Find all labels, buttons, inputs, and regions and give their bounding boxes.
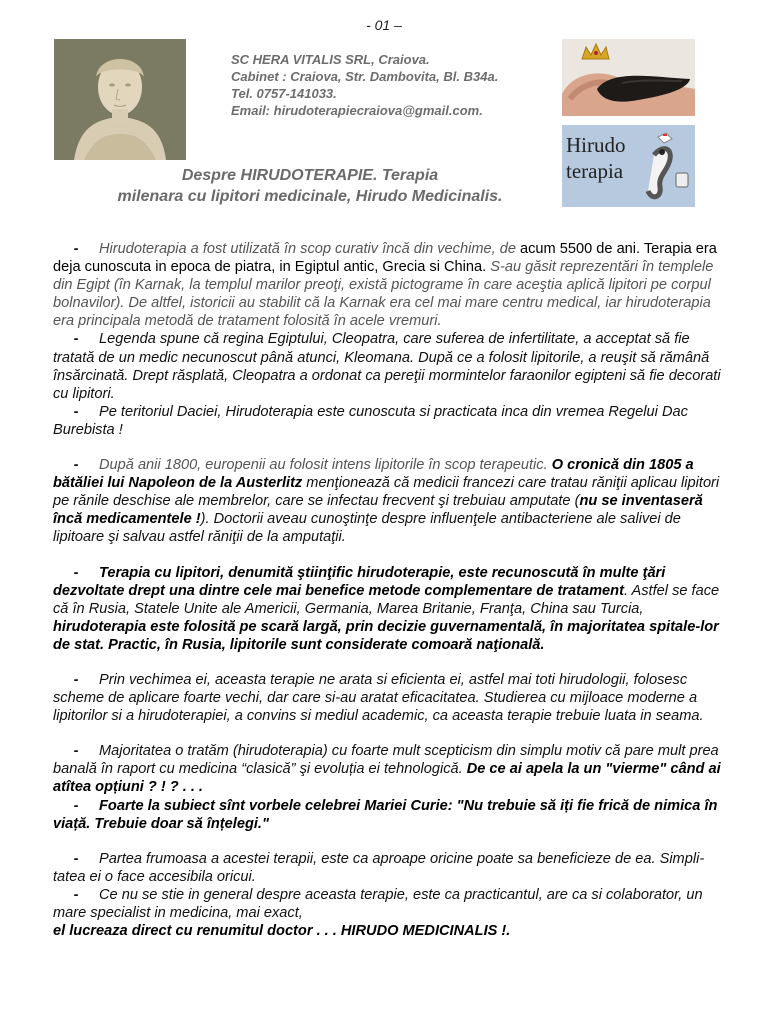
title-line-2: milenara cu lipitori medicinale, Hirudo Medicinalis. (117, 188, 503, 205)
p8-text: Foarte la subiect sînt vorbele celebrei Mariei Curie: "Nu trebuie să iți fie frică de nimica în viață. Trebuie doar să înțelegi." (53, 797, 718, 832)
bullet-dash: - (73, 457, 79, 474)
company-email: Email: hirudoterapiecraiova@gmail.com. (231, 103, 483, 118)
p4-text-a: După anii 1800, europenii au folosit intens lipitorile în scop terapeutic. (99, 457, 548, 474)
p7-text-a: Majoritatea o tratăm (hirudoterapia) cu foarte mult scepticism din simplu motiv că pare mult prea banală în raport cu medicina “clasică” şi evoluția ei tehnologică. (53, 743, 719, 778)
paragraph-9 (53, 850, 733, 886)
hera-statue-image (54, 39, 186, 160)
p4-text-d: amputate ( (509, 493, 580, 510)
p1-text-a: Hirudoterapia a fost utilizată în scop curativ încă din vechime, de (99, 241, 521, 257)
title-line-1: Despre HIRUDOTERAPIE. Terapia (181, 167, 439, 184)
p1-text-b: acum 5500 de ani. Terapia era deja cunoscuta in epoca de piatra, in Egiptul antic, Grecia si China. (53, 241, 717, 276)
document-body (53, 240, 733, 940)
company-info (231, 51, 498, 119)
paragraph-4 (53, 456, 733, 546)
bullet-dash: - (73, 797, 79, 814)
paragraph-1 (53, 240, 733, 330)
bullet-dash: - (73, 850, 79, 867)
hirudo-terapia-logo (562, 125, 695, 207)
p5-text-a: Terapia cu lipitori, denumită ştiinţific hirudoterapie, este recunoscută în multe ţări dezvoltate drept una dintre cele mai benefice metode complementare de tratament (53, 564, 666, 599)
p11-text: el lucreaza direct cu renumitul doctor . . . HIRUDO MEDICINALIS !. (53, 923, 511, 940)
p5-text-b: . Astfel se face că în Rusia, Statele Unite ale Americii, Germania, Marea Britanie, Franţa, China sau Turcia, (53, 582, 720, 617)
company-name: SC HERA VITALIS SRL, Craiova. (231, 52, 430, 67)
p9-text: Partea frumoasa a acestei terapii, este ca aproape oricine poate sa beneficieze de ea. Simpli-tatea ei o face accesibila oricui. (53, 850, 705, 885)
p2-text: Legenda spune că regina Egiptului, Cleopatra, care suferea de infertilitate, a acceptat să fie tratată de un medic necunoscut până atunci, Kleomana. După ce a folosit lipitorile, a reuşit să rămână însărcinată. Drept răsplată, Cleopatra a ordonat ca pereţii mormintelor faraonilor egipteni să fie decorati cu lipitori. (53, 331, 721, 402)
bullet-dash: - (73, 403, 79, 420)
paragraph-2 (53, 330, 733, 402)
paragraph-10 (53, 886, 733, 922)
p4-text-f: ). Doctorii aveau cunoştinţe despre influenţele antibacteriene ale salivei de lipitoare şi salvau astfel răniţii de la amputaţii. (53, 511, 681, 546)
p1-text-c: S-au găsit reprezentări în templele din Egipt (în Karnak, la templul marilor preoţi, există pictograme în care aceştia aplică lipitori pe corpul bolnavilor). De altfel, istoricii au stabilit că la Karnak era cel mai mare centru medical, iar hirudoterapia era principala metodă de tratament folosită în acele vremuri. (53, 259, 714, 330)
p4-text-e: nu se inventaseră încă medicamentele ! (53, 493, 703, 528)
document-title (60, 165, 560, 207)
bullet-dash: - (73, 886, 79, 903)
p4-text-b: O cronică din 1805 a bătăliei lui Napoleon de la Austerlitz (53, 457, 694, 492)
p6-text: Prin vechimea ei, aceasta terapie ne arata si eficienta ei, astfel mai toti hirudologii, folosesc scheme de aplicare foarte vechi, dar care si-au aratat eficacitatea. Studierea cu mijloace moderne a lipitorilor si a hirudoterapiei, a convins si mediul academic, ca aceasta terapie trebuie luata in seama. (53, 671, 704, 725)
leech-crown-image (562, 39, 695, 116)
p3-text: Pe teritoriul Daciei, Hirudoterapia este cunoscuta si practicata inca din vremea Regelui Dac Burebista ! (53, 403, 688, 438)
p5-text-c: hirudoterapia este folosită pe scară largă, prin decizie guvernamentală, în majoritatea spitale-lor de stat. Practic, în Rusia, lipitorile sunt considerate comoară naţională. (53, 618, 719, 653)
p4-text-c: menţionează că medicii francezi care tratau răniţii aplicau lipitori pe rănile deschise ale membrelor, care se infectau frecvent şi trebuiau (53, 475, 720, 510)
bullet-dash: - (73, 331, 79, 348)
paragraph-8 (53, 797, 733, 833)
bullet-dash: - (73, 743, 79, 760)
paragraph-11 (53, 922, 733, 940)
paragraph-3 (53, 403, 733, 439)
bullet-dash: - (73, 671, 79, 688)
company-phone: Tel. 0757-141033. (231, 86, 337, 101)
p7-text-b: De ce ai apela la un "vierme" când ai atîtea opțiuni ? ! ? . . . (53, 761, 721, 796)
page-number: - 01 – (366, 17, 402, 33)
p10-text: Ce nu se stie in general despre aceasta terapie, este ca practicantul, are ca si colaborator, un mare specialist in medicina, mai exact, (53, 886, 703, 921)
paragraph-5 (53, 564, 733, 654)
logo-text-terapia: terapia (566, 159, 624, 183)
logo-text-hirudo: Hirudo (566, 133, 626, 157)
bullet-dash: - (73, 564, 79, 581)
company-address: Cabinet : Craiova, Str. Dambovita, Bl. B34a. (231, 69, 499, 84)
paragraph-7 (53, 742, 733, 796)
paragraph-6 (53, 671, 733, 725)
bullet-dash: - (73, 241, 79, 257)
